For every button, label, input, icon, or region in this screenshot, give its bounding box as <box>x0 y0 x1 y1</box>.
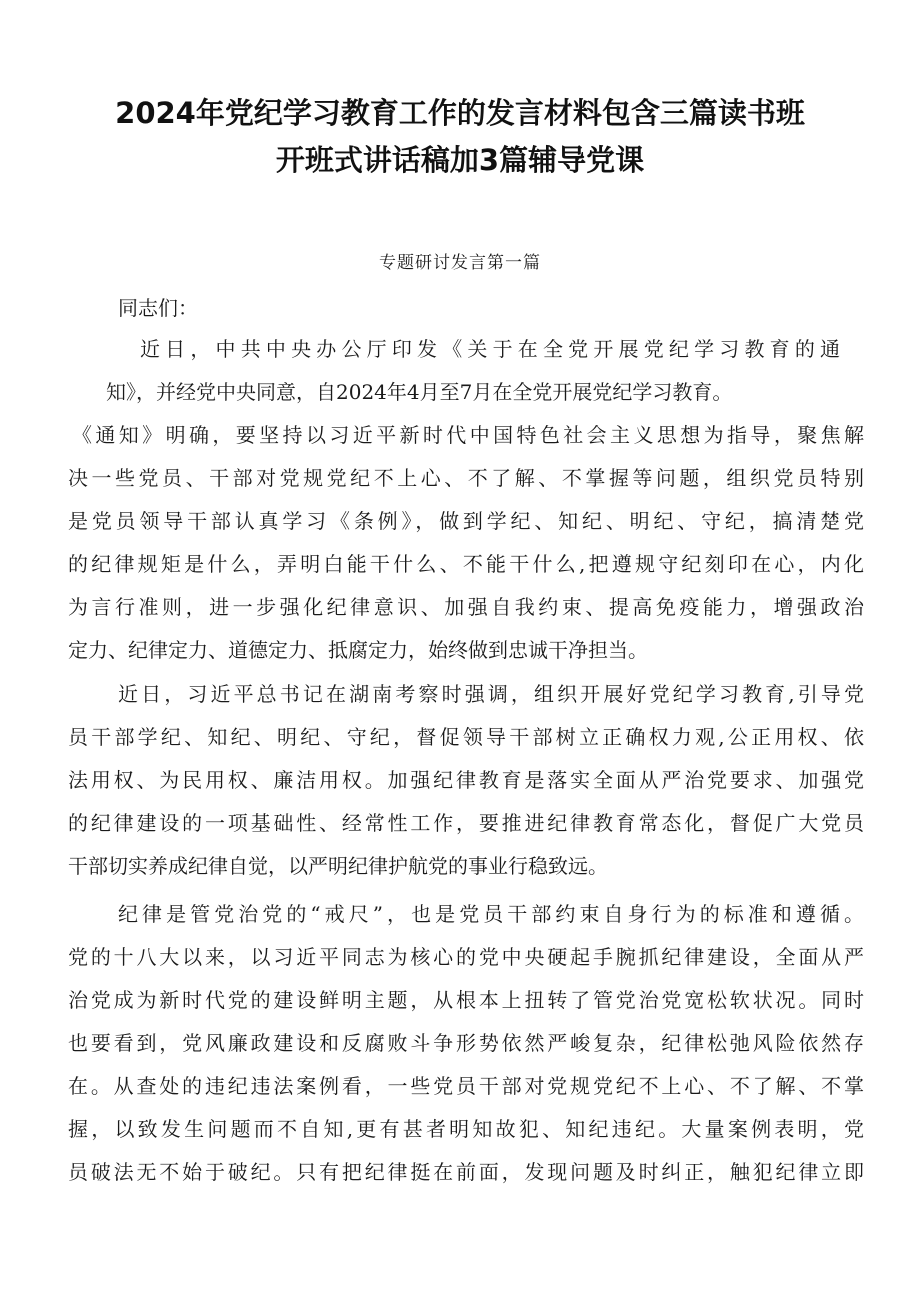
paragraph-line: 定力、纪律定力、道德定力、抵腐定力，始终做到忠诚干净担当。 <box>68 638 648 662</box>
paragraph-line: 《通知》明确，要坚持以习近平新时代中国特色社会主义思想为指导，聚焦解 <box>72 423 864 447</box>
paragraph-line: 知》，并经党中央同意，自2024年4月至7月在全党开展党纪学习教育。 <box>106 380 733 404</box>
paragraph-line: 治党成为新时代党的建设鲜明主题，从根本上扭转了管党治党宽松软状况。同时 <box>68 988 864 1012</box>
salutation: 同志们： <box>118 296 198 320</box>
paragraph-line: 干部切实养成纪律自觉，以严明纪律护航党的事业行稳致远。 <box>68 854 608 878</box>
paragraph-line: 纪律是管党治党的“戒尺”，也是党员干部约束自身行为的标准和遵循。 <box>118 902 864 926</box>
paragraph-line: 为言行准则，进一步强化纪律意识、加强自我约束、提高免疫能力，增强政治 <box>68 595 864 619</box>
paragraph-line: 党的十八大以来，以习近平同志为核心的党中央硬起手腕抓纪律建设，全面从严 <box>68 945 864 969</box>
section-heading: 专题研讨发言第一篇 <box>379 253 541 273</box>
paragraph-line: 在。从查处的违纪违法案例看，一些党员干部对党规党纪不上心、不了解、不掌 <box>68 1074 864 1098</box>
title-line-1: 2024年党纪学习教育工作的发言材料包含三篇读书班 <box>115 96 805 130</box>
paragraph-line: 法用权、为民用权、廉洁用权。加强纪律教育是落实全面从严治党要求、加强党 <box>68 768 864 792</box>
document-title <box>0 90 920 184</box>
paragraph-line: 近日，中共中央办公厅印发《关于在全党开展党纪学习教育的通 <box>140 337 840 361</box>
paragraph-line: 也要看到，党风廉政建设和反腐败斗争形势依然严峻复杂，纪律松弛风险依然存 <box>68 1031 864 1055</box>
title-line-2: 开班式讲话稿加3篇辅导党课 <box>275 143 645 177</box>
paragraph-line: 的纪律建设的一项基础性、经常性工作，要推进纪律教育常态化，督促广大党员 <box>68 811 864 835</box>
paragraph-line: 员破法无不始于破纪。只有把纪律挺在前面，发现问题及时纠正，触犯纪律立即 <box>68 1160 864 1184</box>
paragraph-line: 近日，习近平总书记在湖南考察时强调，组织开展好党纪学习教育,引导党 <box>118 682 864 706</box>
paragraph-line: 员干部学纪、知纪、明纪、守纪，督促领导干部树立正确权力观,公正用权、依 <box>68 725 864 749</box>
paragraph-line: 的纪律规矩是什么，弄明白能干什么、不能干什么,把遵规守纪刻印在心，内化 <box>68 552 864 576</box>
paragraph-line: 决一些党员、干部对党规党纪不上心、不了解、不掌握等问题，组织党员特别 <box>68 466 864 490</box>
paragraph-line: 是党员领导干部认真学习《条例》，做到学纪、知纪、明纪、守纪，搞清楚党 <box>68 509 864 533</box>
paragraph-line: 握，以致发生问题而不自知,更有甚者明知故犯、知纪违纪。大量案例表明，党 <box>68 1117 864 1141</box>
